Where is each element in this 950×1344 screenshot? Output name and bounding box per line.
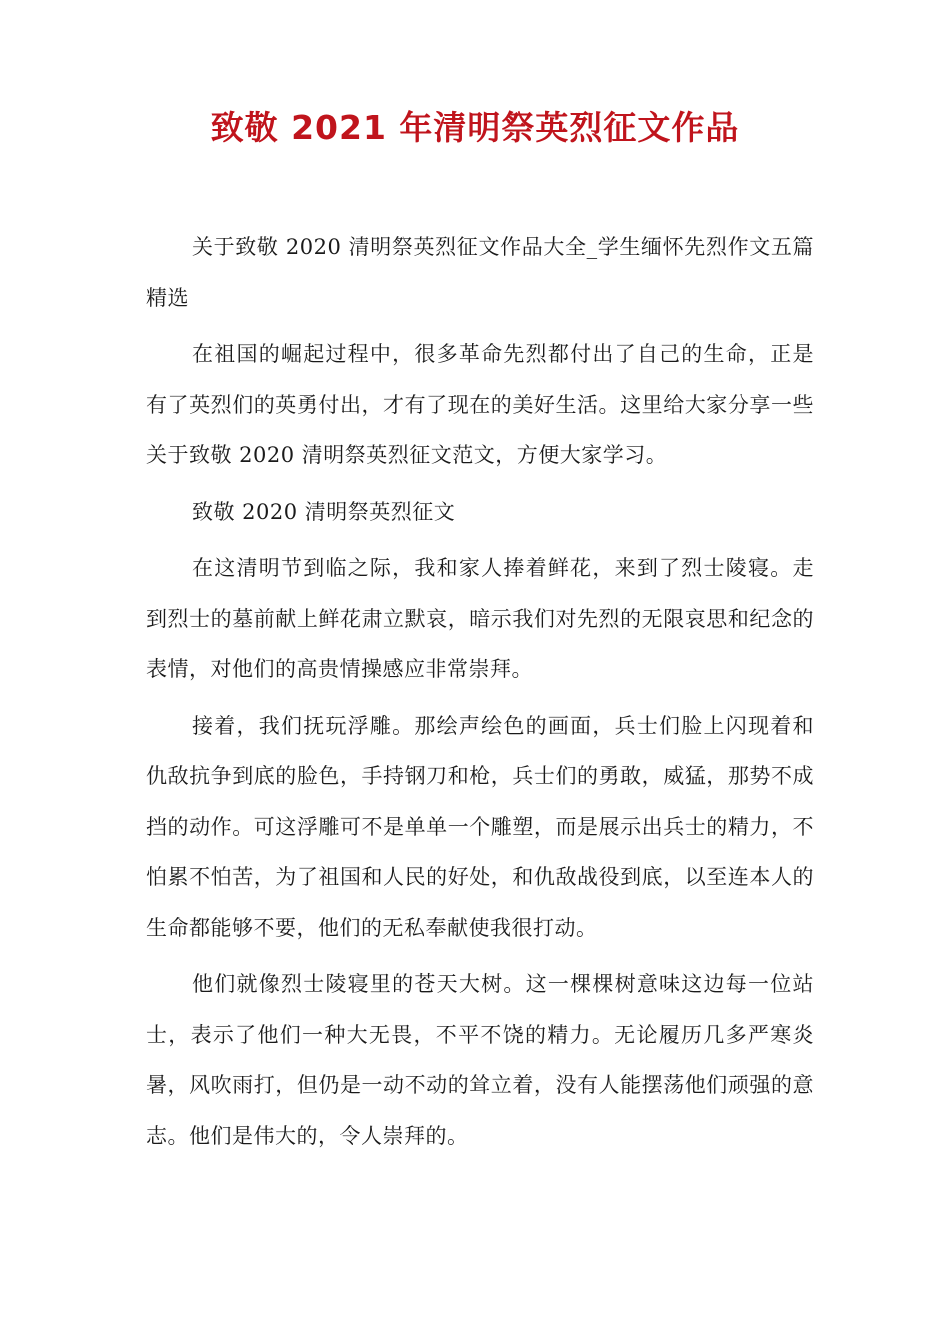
paragraph-intro-heading: 关于致敬 2020 清明祭英烈征文作品大全_学生缅怀先烈作文五篇精选 [146, 235, 814, 310]
paragraph-relief: 接着，我们抚玩浮雕。那绘声绘色的画面，兵士们脸上闪现着和仇敌抗争到底的脸色，手持钢刀和枪，兵士们的勇敢，威猛，那势不成挡的动作。可这浮雕可不是单单一个雕塑，而是展示出兵士的精力，不怕累不怕苦，为了祖国和人民的好处，和仇敌战役到底，以至连本人的生命都能够不要，他们的无私奉献使我很打动。 [146, 713, 814, 940]
paragraph-visit: 在这清明节到临之际，我和家人捧着鲜花，来到了烈士陵寝。走到烈士的墓前献上鲜花肃立默哀，暗示我们对先烈的无限哀思和纪念的表情，对他们的高贵情操感应非常崇拜。 [146, 556, 814, 681]
paragraph-intro: 在祖国的崛起过程中，很多革命先烈都付出了自己的生命，正是有了英烈们的英勇付出，才有了现在的美好生活。这里给大家分享一些关于致敬 2020 清明祭英烈征文范文，方便大家学习。 [146, 342, 814, 467]
document-body [146, 222, 814, 1167]
paragraph-essay-heading: 致敬 2020 清明祭英烈征文 [192, 499, 456, 524]
paragraph-trees: 他们就像烈士陵寝里的苍天大树。这一棵棵树意味这边每一位站士，表示了他们一种大无畏，不平不饶的精力。无论履历几多严寒炎暑，风吹雨打，但仍是一动不动的耸立着，没有人能摆荡他们顽强的意志。他们是伟大的，令人崇拜的。 [146, 972, 814, 1148]
document-title: 致敬 2021 年清明祭英烈征文作品 [210, 108, 740, 147]
